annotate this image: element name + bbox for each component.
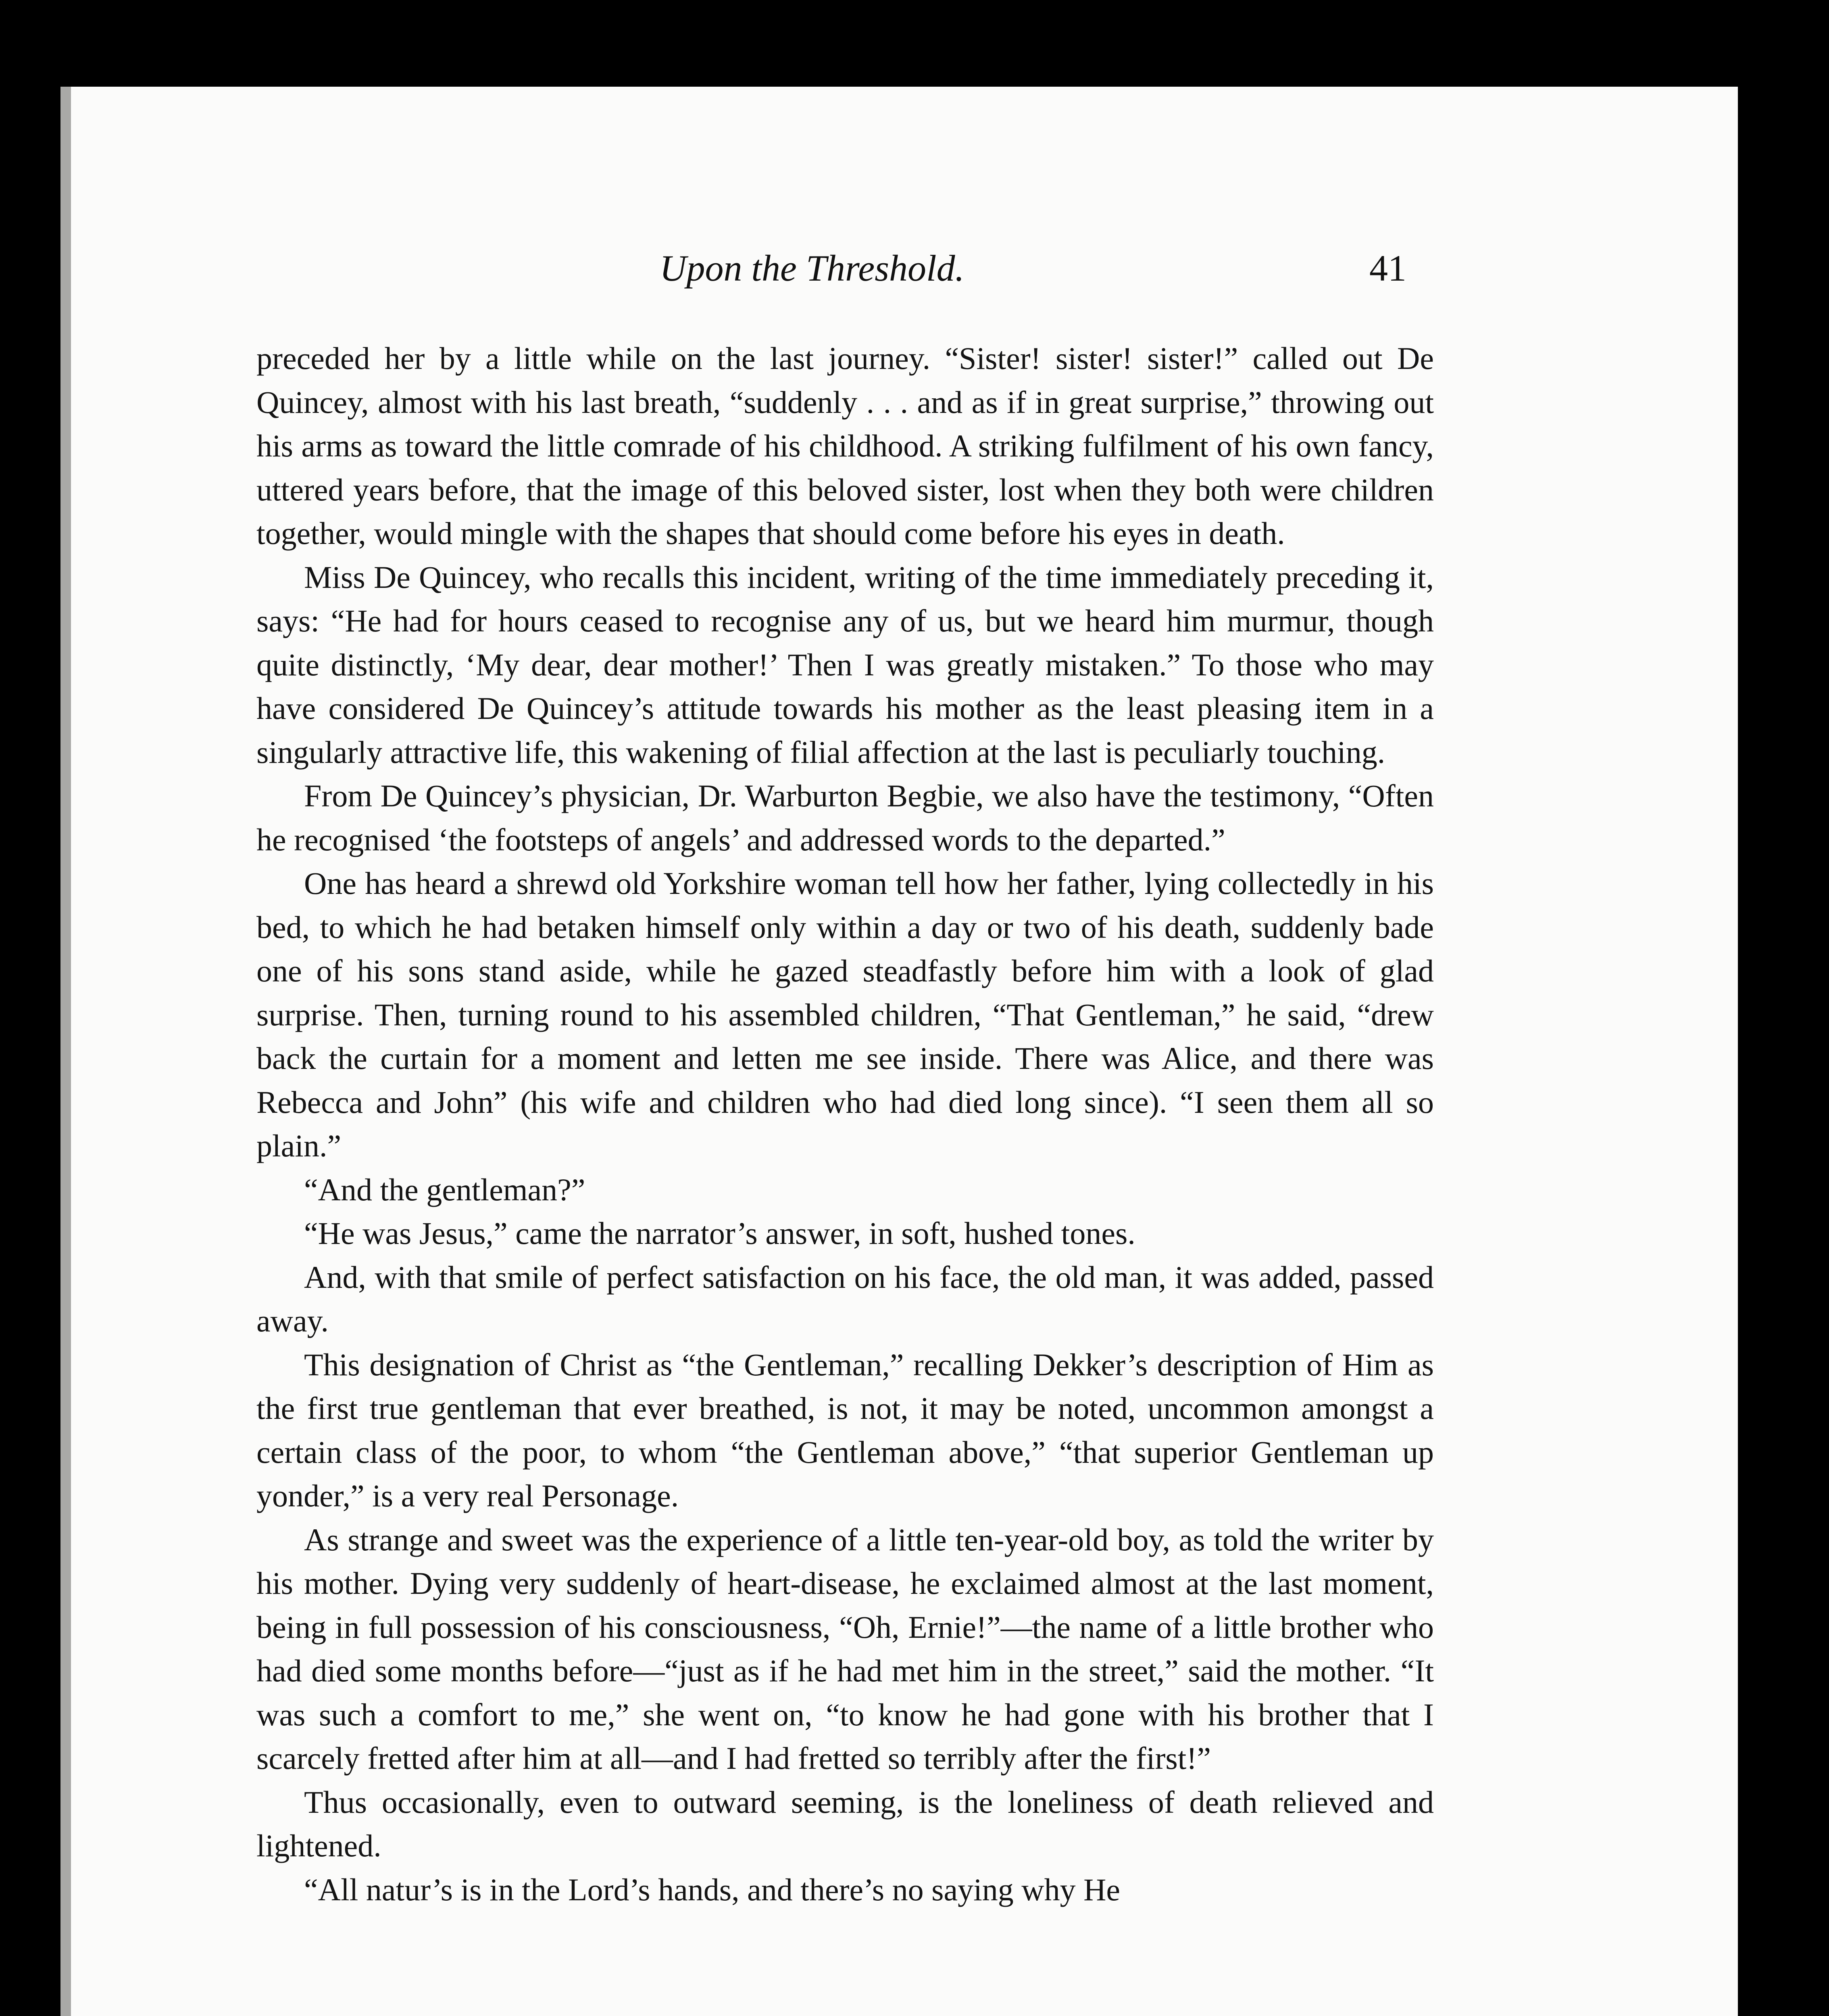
paragraph: Miss De Quincey, who recalls this incident, writing of the time immediately preceding it, says: “He had for hours ceased to recognise any of us, but we heard him murmur, though quite distinctly, ‘My dear, dear mother!’ Then I was greatly mistaken.” To those who may have considered De Quincey’s attitude towards his mother as the least pleasing item in a singularly attractive life, this wakening of filial affection at the last is peculiarly touching.	[256, 559, 1434, 770]
page-number: 41	[1369, 248, 1406, 289]
paragraph: “All natur’s is in the Lord’s hands, and there’s no saying why He	[304, 1872, 1121, 1907]
paragraph: One has heard a shrewd old Yorkshire woman tell how her father, lying collectedly in his bed, to which he had betaken himself only within a day or two of his death, suddenly bade one of his sons stand aside, while he gazed steadfastly before him with a look of glad surprise. Then, turning round to his assembled children, “That Gentleman,” he said, “drew back the curtain for a moment and letten me see inside. There was Alice, and there was Rebecca and John” (his wife and children who had died long since). “I seen them all so plain.”	[256, 866, 1434, 1163]
paragraph: “And the gentleman?”	[304, 1172, 585, 1207]
paragraph: preceded her by a little while on the last journey. “Sister! sister! sister!” called out De Quincey, almost with his last breath, “suddenly . . . and as if in great surprise,” throwing out his arms as toward the little comrade of his childhood. A striking fulfilment of his own fancy, uttered years before, that the image of this beloved sister, lost when they both were children together, would mingle with the shapes that should come before his eyes in death.	[256, 341, 1434, 551]
body-text	[256, 337, 1434, 1912]
paragraph: “He was Jesus,” came the narrator’s answer, in soft, hushed tones.	[304, 1216, 1135, 1251]
page-header	[71, 240, 1738, 296]
running-title: Upon the Threshold.	[660, 248, 964, 289]
paragraph: Thus occasionally, even to outward seeming, is the loneliness of death relieved and lightened.	[256, 1784, 1434, 1863]
paragraph: And, with that smile of perfect satisfaction on his face, the old man, it was added, passed away.	[256, 1259, 1434, 1338]
paragraph: This designation of Christ as “the Gentleman,” recalling Dekker’s description of Him as the first true gentleman that ever breathed, is not, it may be noted, uncommon amongst a certain class of the poor, to whom “the Gentleman above,” “that superior Gentleman up yonder,” is a very real Personage.	[256, 1347, 1434, 1513]
paragraph: As strange and sweet was the experience of a little ten-year-old boy, as told the writer by his mother. Dying very suddenly of heart-disease, he exclaimed almost at the last moment, being in full possession of his consciousness, “Oh, Ernie!”—the name of a little brother who had died some months before—“just as if he had met him in the street,” said the mother. “It was such a comfort to me,” she went on, “to know he had gone with his brother that I scarcely fretted after him at all—and I had fretted so terribly after the first!”	[256, 1522, 1434, 1776]
book-page	[60, 87, 1738, 2016]
paragraph: From De Quincey’s physician, Dr. Warburton Begbie, we also have the testimony, “Often he recognised ‘the footsteps of angels’ and addressed words to the departed.”	[256, 778, 1434, 857]
